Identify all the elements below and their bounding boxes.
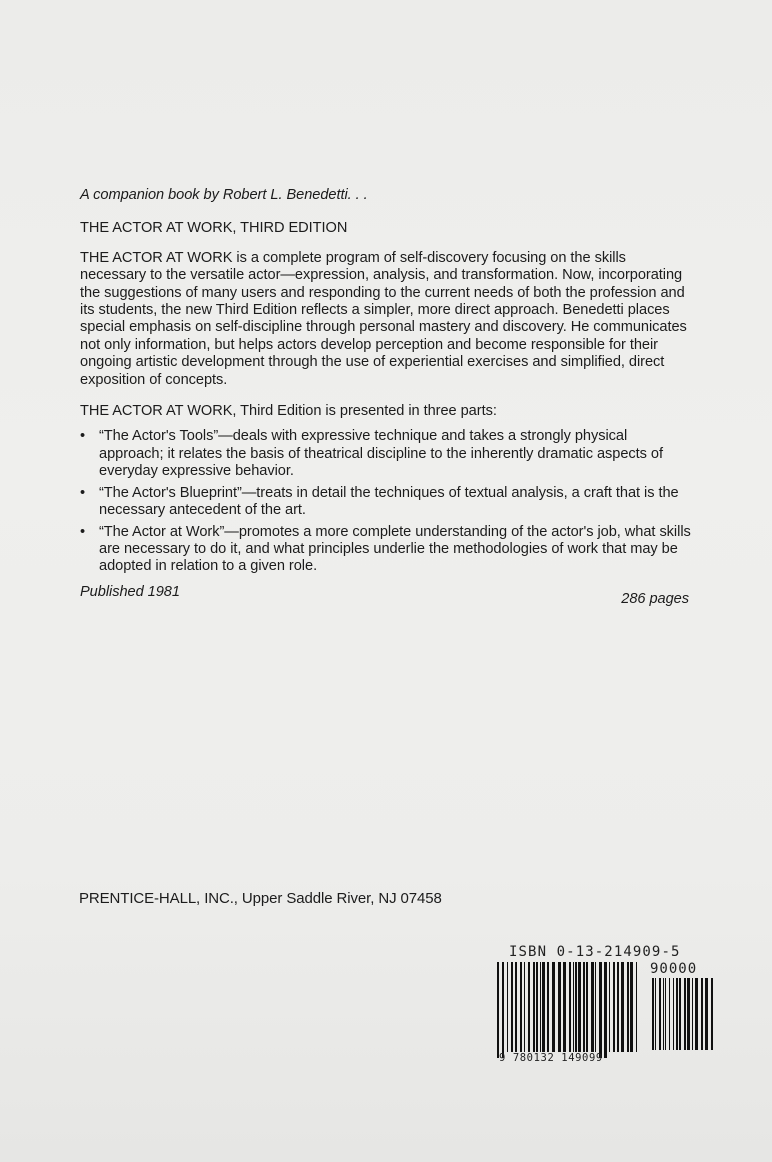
barcode-bar: [630, 962, 633, 1052]
barcode-bar: [711, 978, 713, 1050]
part-text: “The Actor's Tools”—deals with expressive technique and takes a strongly physical approach; it relates the basis of theatrical discipline to the inherently dramatic aspects of everyday expressive behavior.: [99, 428, 664, 480]
barcode-bar: [659, 978, 661, 1050]
barcode-bar: [701, 978, 703, 1050]
barcode-bar: [627, 962, 629, 1052]
barcode-bar: [665, 978, 666, 1050]
barcode-bar: [676, 978, 678, 1050]
barcode-bar: [511, 962, 513, 1052]
parts-intro: THE ACTOR AT WORK, Third Edition is presented in three parts:: [80, 403, 497, 420]
barcode-bar: [652, 978, 654, 1050]
barcode-bar: [617, 962, 619, 1052]
barcode-bar: [613, 962, 615, 1052]
barcode-bar: [524, 962, 525, 1052]
isbn-label: ISBN 0-13-214909-5: [509, 944, 681, 960]
barcode-bar: [621, 962, 624, 1052]
bullet-icon: •: [80, 428, 86, 445]
barcode-bar: [542, 962, 545, 1052]
barcode-bar: [575, 962, 577, 1052]
barcode-bar: [609, 962, 610, 1052]
companion-line: A companion book by Robert L. Benedetti. . .: [80, 187, 368, 203]
barcode-bar: [705, 978, 708, 1050]
addon-barcode-bars: [652, 978, 713, 1050]
barcode-bar: [547, 962, 549, 1052]
barcode-bar: [528, 962, 530, 1052]
barcode-bar: [604, 962, 607, 1058]
barcode-bar: [663, 978, 664, 1050]
publisher-line: PRENTICE-HALL, INC., Upper Saddle River, NJ 07458: [79, 890, 442, 907]
barcode-bar: [599, 962, 602, 1058]
barcode-bar: [586, 962, 588, 1052]
barcode-bar: [497, 962, 499, 1058]
barcode-bar: [507, 962, 508, 1052]
barcode-bar: [695, 978, 698, 1050]
barcode-bar: [533, 962, 535, 1052]
barcode-bar: [692, 978, 693, 1050]
barcode-bar: [520, 962, 522, 1052]
page-count: 286 pages: [621, 590, 689, 607]
price-code: 90000: [650, 961, 698, 977]
part-text: “The Actor at Work”—promotes a more complete understanding of the actor's job, what skills are necessary to do it, and what principles underlie the methodologies of work that may be adopted in relation to a given role.: [99, 523, 691, 575]
bullet-icon: •: [80, 484, 86, 501]
barcode-bar: [502, 962, 504, 1058]
bullet-icon: •: [80, 523, 86, 540]
barcode-bar: [673, 978, 674, 1050]
barcode-bar: [684, 978, 686, 1050]
barcode-bar: [573, 962, 574, 1052]
barcode-bar: [583, 962, 585, 1052]
barcode-bar: [687, 978, 690, 1050]
barcode-bar: [515, 962, 517, 1052]
barcode-bar: [655, 978, 656, 1050]
barcode-bar: [563, 962, 566, 1052]
book-title: THE ACTOR AT WORK, THIRD EDITION: [80, 220, 348, 237]
barcode-bar: [636, 962, 637, 1052]
barcode-bar: [669, 978, 670, 1050]
part-text: “The Actor's Blueprint”—treats in detail the techniques of textual analysis, a craft that is the necessary antecedent of the art.: [99, 484, 679, 519]
published-year: Published 1981: [80, 583, 180, 600]
barcode-bar: [595, 962, 596, 1052]
ean-barcode-bars: [497, 962, 637, 1058]
barcode-bar: [578, 962, 581, 1052]
book-description: THE ACTOR AT WORK is a complete program of self-discovery focusing on the skills necessary to the versatile actor—expression, analysis, and transformation. Now, incorporating the suggestions of many users and responding to the current needs of both the profession and its students, the new Third Edition reflects a simpler, more direct approach. Benedetti places special emphasis on self-discipline through personal mastery and discovery. He communicates not only information, but helps actors develop perception and become responsible for their ongoing artistic development through the use of experiential exercises and simplified, direct exposition of concepts.: [80, 249, 687, 388]
barcode-bar: [536, 962, 538, 1052]
barcode-bar: [558, 962, 561, 1052]
barcode-bar: [540, 962, 541, 1052]
barcode-bar: [591, 962, 594, 1052]
barcode-bar: [569, 962, 571, 1052]
barcode-bar: [679, 978, 681, 1050]
barcode-bar: [552, 962, 555, 1052]
ean-digits: 9 780132 149099: [499, 1052, 603, 1064]
